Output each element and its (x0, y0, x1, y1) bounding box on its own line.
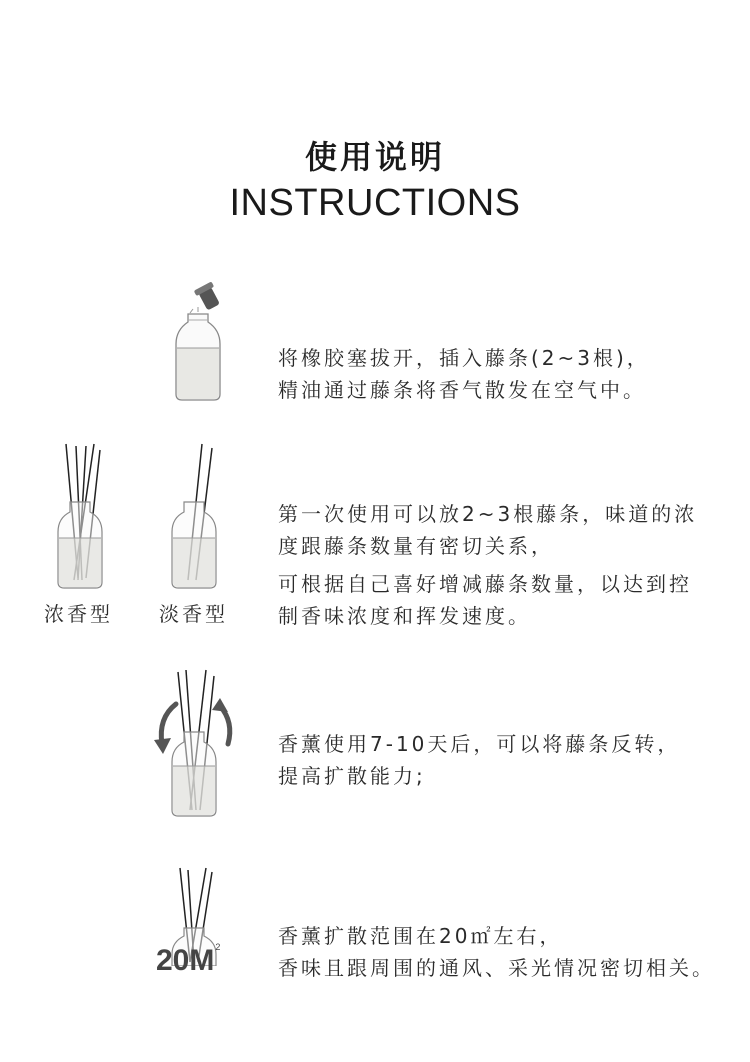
step-3-line-1: 香薰使用7-10天后，可以将藤条反转， (278, 732, 681, 756)
step-3-text (278, 728, 680, 792)
coverage-badge-value: 20M (156, 944, 215, 977)
step-2-text (278, 498, 697, 632)
coverage-badge-sup: 2 (215, 942, 221, 952)
step-1-line-2: 精油通过藤条将香气散发在空气中。 (278, 378, 646, 402)
reed-diffuser-strong-icon (52, 442, 108, 592)
step-2-line-3: 可根据自己喜好增减藤条数量，以达到控 (278, 572, 692, 596)
step-2-line-2: 度跟藤条数量有密切关系， (278, 534, 554, 558)
step-1-text (278, 342, 650, 406)
step-4-line-1: 香薰扩散范围在20㎡左右， (278, 924, 563, 948)
step-2-line-4: 制香味浓度和挥发速度。 (278, 604, 531, 628)
step-1-line-1: 将橡胶塞拔开，插入藤条(2~3根)， (278, 346, 650, 370)
step-4-text (278, 920, 715, 984)
caption-strong: 浓香型 (44, 602, 113, 626)
coverage-badge (156, 942, 220, 978)
caption-light: 淡香型 (159, 602, 228, 626)
step-3-line-2: 提高扩散能力; (278, 764, 426, 788)
page-title-cn: 使用说明 (304, 138, 445, 176)
page-title-en: INSTRUCTIONS (229, 182, 521, 224)
step-2-line-1: 第一次使用可以放2~3根藤条，味道的浓 (278, 502, 698, 526)
reed-diffuser-light-icon (166, 442, 222, 592)
bottle-with-stopper-icon (168, 282, 230, 404)
flip-reeds-icon (150, 668, 240, 820)
step-4-line-2: 香味且跟周围的通风、采光情况密切相关。 (278, 956, 715, 980)
